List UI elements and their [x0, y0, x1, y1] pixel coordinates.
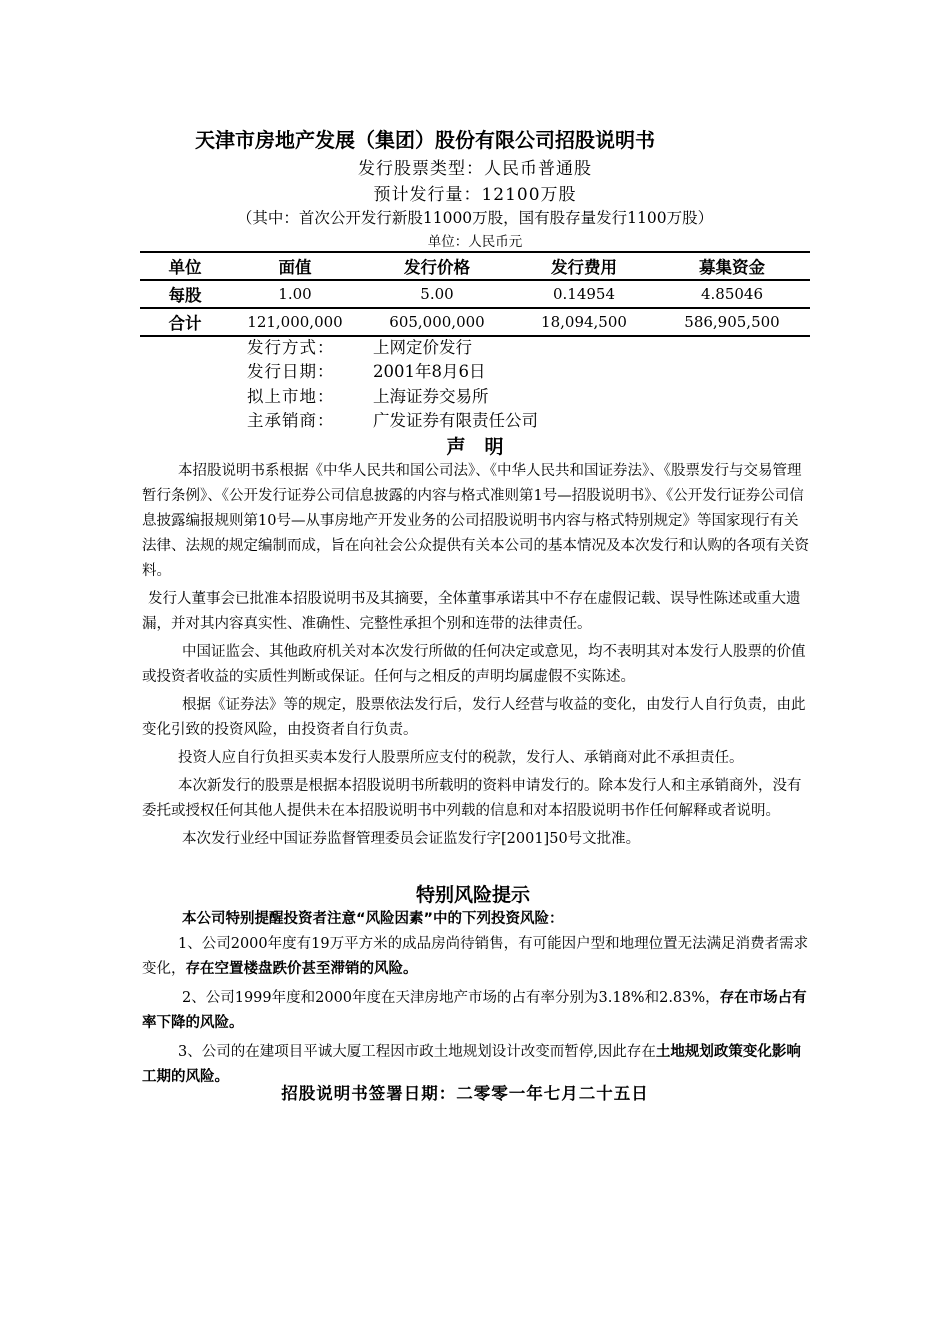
info-label: 发行方式： — [247, 338, 335, 357]
declaration-heading: 声 明 — [446, 436, 504, 458]
stock-type: 发行股票类型：人民币普通股 — [358, 159, 592, 179]
table-cell: 1.00 — [278, 285, 312, 303]
issue-amount: 预计发行量：12100万股 — [373, 185, 577, 205]
risk-item — [142, 986, 810, 1036]
info-label: 拟上市地： — [247, 387, 335, 406]
table-header-cell: 发行价格 — [404, 258, 470, 277]
declaration-paragraph: 本招股说明书系根据《中华人民共和国公司法》、《中华人民共和国证券法》、《股票发行与交易管理暂行条例》、《公开发行证券公司信息披露的内容与格式准则第1号—招股说明书》、《公开发行证券公司信息披露编报规则第10号—从事房地产开发业务的公司招股说明书内容与格式特别规定》等国家现行有关法律、法规的规定编制而成，旨在向社会公众提供有关本公司的基本情况及本次发行和认购的各项有关资料。 — [142, 463, 809, 579]
document-title: 天津市房地产发展（集团）股份有限公司招股说明书 — [195, 128, 655, 152]
signing-date: 招股说明书签署日期：二零零一年七月二十五日 — [281, 1084, 649, 1103]
table-cell: 合计 — [168, 314, 202, 333]
table-header-row — [140, 252, 810, 280]
declaration-paragraph: 根据《证券法》等的规定，股票依法发行后，发行人经营与收益的变化，由发行人自行负责，由此变化引致的投资风险，由投资者自行负责。 — [142, 697, 806, 738]
table-row — [140, 280, 810, 308]
table-row — [140, 308, 810, 336]
risk-item-emphasis: 土地规划政策变化影响工期的风险。 — [142, 1044, 801, 1085]
info-value: 上网定价发行 — [373, 338, 472, 357]
listing-exchange — [247, 383, 489, 407]
info-value: 上海证券交易所 — [373, 387, 489, 406]
table-header-cell: 单位 — [168, 258, 202, 277]
table-header-cell: 募集资金 — [699, 258, 765, 277]
risk-heading: 特别风险提示 — [415, 884, 530, 906]
info-label: 发行日期： — [247, 362, 335, 381]
info-value: 广发证券有限责任公司 — [373, 411, 538, 430]
info-value: 2001年8月6日 — [373, 362, 486, 381]
declaration-paragraph: 投资人应自行负担买卖本发行人股票所应支付的税款，发行人、承销商对此不承担责任。 — [178, 750, 744, 766]
declaration-body — [142, 459, 810, 852]
declaration-paragraph: 本次发行业经中国证券监督管理委员会证监发行字[2001]50号文批准。 — [182, 831, 641, 847]
table-cell: 5.00 — [420, 285, 454, 303]
declaration-paragraph: 本次新发行的股票是根据本招股说明书所载明的资料申请发行的。除本发行人和主承销商外，没有委托或授权任何其他人提供未在本招股说明书中列载的信息和对本招股说明书作任何解释或者说明。 — [142, 778, 802, 819]
table-cell: 605,000,000 — [389, 313, 485, 331]
issue-method — [247, 334, 472, 358]
risk-item-emphasis: 存在空置楼盘跌价甚至滞销的风险。 — [185, 961, 418, 977]
table-header-cell: 面值 — [278, 258, 312, 277]
table-cell: 每股 — [168, 286, 202, 305]
table-cell: 121,000,000 — [247, 313, 343, 331]
info-label: 主承销商： — [247, 411, 335, 430]
risk-intro: 本公司特别提醒投资者注意“风险因素”中的下列投资风险： — [182, 911, 564, 927]
currency-unit: 单位：人民币元 — [427, 234, 523, 250]
issue-date — [247, 358, 486, 382]
risk-item-emphasis: 存在市场占有率下降的风险。 — [142, 990, 807, 1031]
risk-item-text: 3、公司的在建项目平诚大厦工程因市政土地规划设计改变而暂停,因此存在 — [178, 1044, 656, 1060]
risk-item-text: 2、公司1999年度和2000年度在天津房地产市场的占有率分别为3.18%和2.83%， — [182, 990, 720, 1006]
lead-underwriter — [247, 407, 538, 431]
risk-body — [142, 907, 810, 1090]
declaration-paragraph: 发行人董事会已批准本招股说明书及其摘要，全体董事承诺其中不存在虚假记载、误导性陈述或重大遗漏，并对其内容真实性、准确性、完整性承担个别和连带的法律责任。 — [142, 591, 801, 632]
declaration-paragraph: 中国证监会、其他政府机关对本次发行所做的任何决定或意见，均不表明其对本发行人股票的价值或投资者收益的实质性判断或保证。任何与之相反的声明均属虚假不实陈述。 — [142, 644, 806, 685]
risk-item-text: 1、公司2000年度有19万平方米的成品房尚待销售，有可能因户型和地理位置无法满足消费者需求变化， — [142, 936, 809, 977]
table-cell: 4.85046 — [700, 285, 764, 303]
table-cell: 18,094,500 — [541, 313, 627, 331]
risk-item — [142, 932, 810, 982]
table-cell: 0.14954 — [552, 285, 616, 303]
issue-note: （其中：首次公开发行新股11000万股，国有股存量发行1100万股） — [236, 209, 714, 227]
issue-table — [140, 251, 810, 337]
table-cell: 586,905,500 — [684, 313, 780, 331]
table-header-cell: 发行费用 — [551, 258, 617, 277]
